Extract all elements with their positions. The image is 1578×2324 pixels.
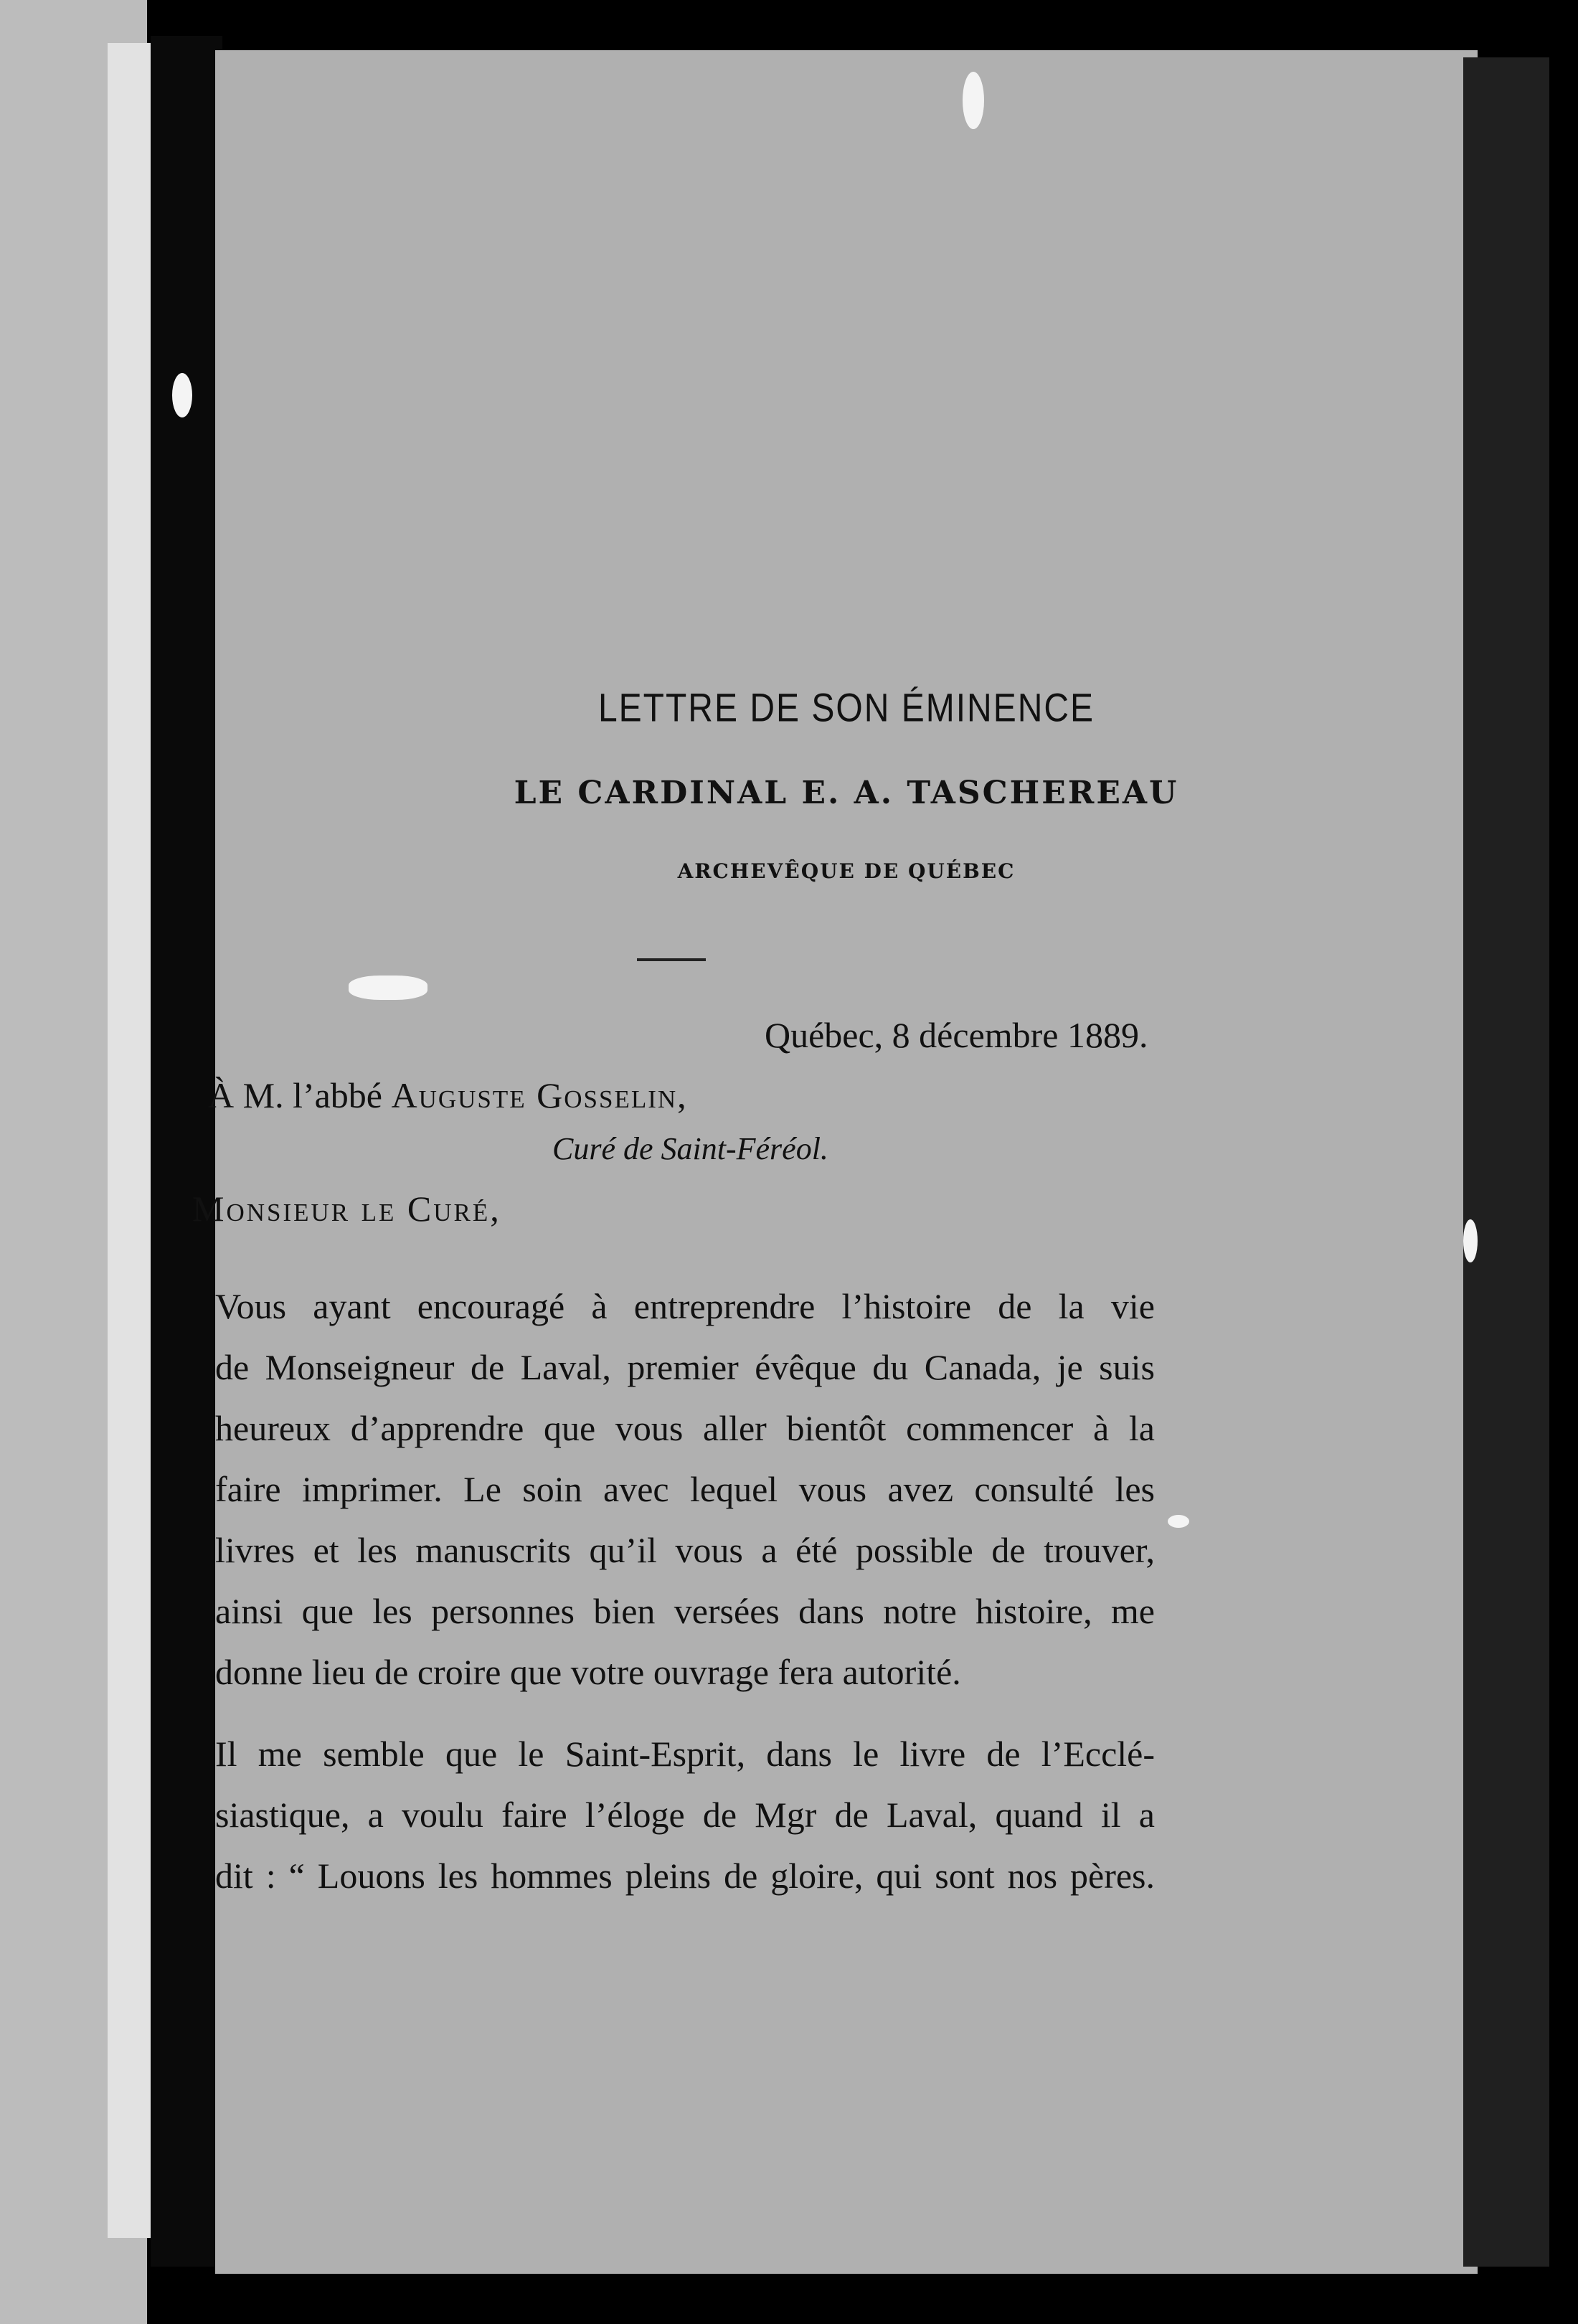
book-gutter <box>151 36 222 2267</box>
addressee-prefix: À M. l’abbé <box>208 1075 392 1115</box>
paragraph-line: dit : “ Louons les hommes pleins de gloire, qui sont nos pères. <box>215 1856 1155 1896</box>
paragraph-line: Vous ayant encouragé à entreprendre l’histoire de la vie <box>215 1286 1155 1326</box>
paragraph-line: faire imprimer. Le soin avec lequel vous avez consulté les <box>215 1469 1155 1509</box>
scan-speck <box>172 373 192 417</box>
paragraph-line: heureux d’apprendre que vous aller bientôt commencer à la <box>215 1408 1155 1448</box>
scan-speck <box>963 72 984 129</box>
paragraph-line: donne lieu de croire que votre ouvrage fera autorité. <box>215 1652 961 1692</box>
addressee-title: Curé de Saint-Féréol. <box>552 1131 828 1166</box>
right-margin-shadow <box>1463 57 1549 2267</box>
document-page <box>215 50 1478 2274</box>
paragraph-line: livres et les manuscrits qu’il vous a été possible de trouver, <box>215 1530 1155 1570</box>
scan-speck <box>1463 1219 1478 1262</box>
paragraph-line: siastique, a voulu faire l’éloge de Mgr de Laval, quand il a <box>215 1795 1155 1835</box>
scan-speck <box>1168 1515 1189 1528</box>
letter-heading: LETTRE DE SON ÉMINENCE <box>597 686 1095 730</box>
letter-author: LE CARDINAL E. A. TASCHEREAU <box>514 775 1179 811</box>
scan-speck <box>349 976 427 1000</box>
paragraph-line: ainsi que les personnes bien versées dans notre histoire, me <box>215 1591 1155 1631</box>
letter-author-title: ARCHEVÊQUE DE QUÉBEC <box>677 859 1016 883</box>
paragraph-line: de Monseigneur de Laval, premier évêque du Canada, je suis <box>215 1347 1155 1387</box>
addressee-name: Auguste Gosselin, <box>391 1075 688 1115</box>
divider-rule <box>637 958 706 961</box>
paragraph-line: Il me semble que le Saint-Esprit, dans le livre de l’Ecclé- <box>215 1734 1155 1774</box>
facing-page-edge <box>108 43 152 2238</box>
letter-salutation: Monsieur le Curé, <box>192 1189 501 1229</box>
letter-addressee <box>208 1077 688 1113</box>
letter-date: Québec, 8 décembre 1889. <box>765 1015 1148 1055</box>
